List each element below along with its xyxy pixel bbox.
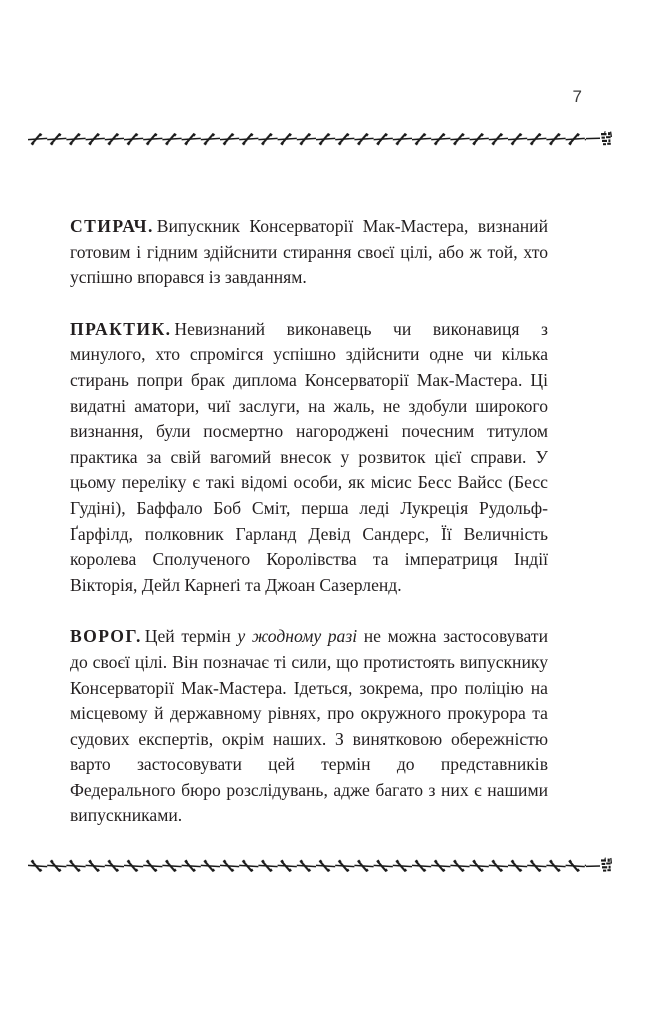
glossary-entry xyxy=(70,317,548,599)
glossary-entry xyxy=(70,624,548,829)
entry-term: СТИРАЧ. xyxy=(70,216,154,236)
entry-body: Невизнаний виконавець чи виконавиця з минулого, хто спромігся успішно здійснити одне чи кілька стирань попри брак диплома Консерваторії Мак-Мастера. Ці видатні аматори, чиї заслуги, на жаль, не здобули широкого визнання, були посмертно нагороджені почесним титулом практика за свій вагомий внесок у розвиток цієї справи. У цьому переліку є такі відомі особи, як місис Бесс Вайсс (Бесс Гудіні), Баффало Боб Сміт, перша леді Лукреція Рудольф-Ґарфілд, полковник Гарланд Девід Сандерс, Її Величність королева Сполученого Королівства та імператриця Індії Вікторія, Дейл Карнеґі та Джоан Сазерленд. xyxy=(70,318,548,595)
entry-term: ВОРОГ. xyxy=(70,626,142,647)
barbed-wire-rule-bottom xyxy=(28,855,624,877)
entry-body-lead: Цей термін xyxy=(144,626,238,647)
page-number: 7 xyxy=(572,87,582,106)
entry-body: Випускник Консерваторії Мак-Мастера, визнаний готовим і гідним здійснити стирання своєї цілі, або ж той, хто успішно впорався із завданням. xyxy=(70,216,548,288)
glossary-entry xyxy=(70,214,548,291)
entry-emphasis: у жодному разі xyxy=(237,626,358,647)
body-text xyxy=(70,214,548,829)
entry-term: ПРАКТИК. xyxy=(70,318,172,339)
entry-body-rest: не можна застосовувати до своєї цілі. Він позначає ті сили, що протистоять випускнику Консерваторії Мак-Мастера. Ідеться, зокрема, про поліцію на місцевому й державному рівнях, про окружного прокурора та судових експертів, окрім наших. З винятковою обережністю варто застосовувати цей термін до представників Федерального бюро розслідувань, адже багато з них є нашими випускниками. xyxy=(70,626,548,826)
barbed-wire-rule-top xyxy=(28,128,624,150)
